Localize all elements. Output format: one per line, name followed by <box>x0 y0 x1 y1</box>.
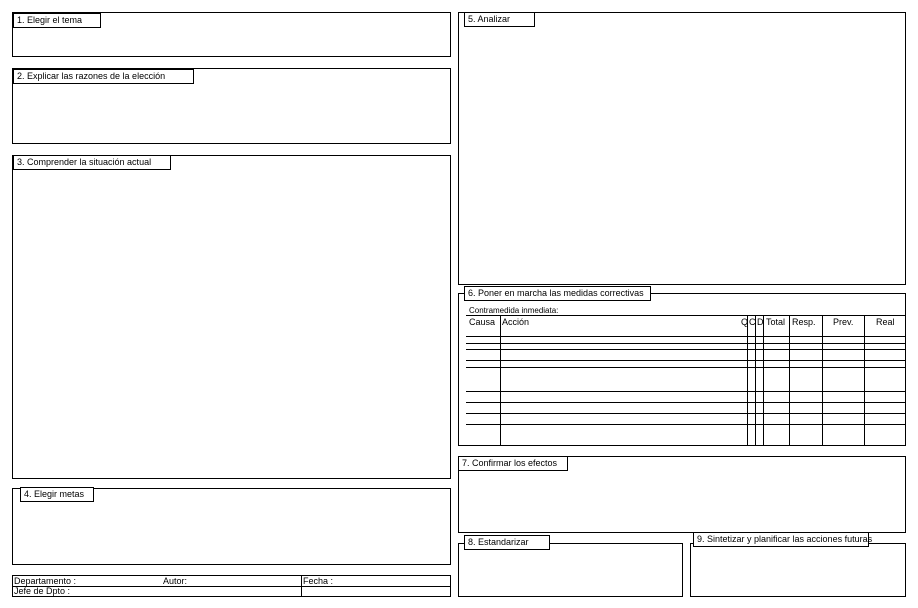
row-line-1 <box>466 336 906 337</box>
col-sep-5 <box>789 315 790 445</box>
col-header-accion: Acción <box>502 317 530 327</box>
jefe-label: Jefe de Dpto : <box>14 586 71 596</box>
col-sep-6 <box>822 315 823 445</box>
table-top-line <box>466 315 906 316</box>
col-sep-4 <box>763 315 764 445</box>
section-1-label: 1. Elegir el tema <box>13 13 101 28</box>
row-line-2 <box>466 343 906 344</box>
section-8-box <box>458 543 683 597</box>
row-line-3 <box>466 349 906 350</box>
section-9-label: 9. Sintetizar y planificar las acciones futuras <box>693 532 869 547</box>
section-5-box <box>458 12 906 285</box>
row-line-5 <box>466 367 906 368</box>
section-5-label: 5. Analizar <box>464 12 535 27</box>
footer-col-divider <box>301 575 302 597</box>
autor-label: Autor: <box>163 576 188 586</box>
row-line-6 <box>466 391 906 392</box>
section-9-box <box>690 543 906 597</box>
row-line-9 <box>466 424 906 425</box>
section-6-label: 6. Poner en marcha las medidas correctivas <box>464 286 651 301</box>
contramedida-subtitle: Contramedida inmediata: <box>469 306 559 315</box>
section-3-box <box>12 155 451 479</box>
section-4-label: 4. Elegir metas <box>20 487 94 502</box>
footer-row-divider <box>12 586 451 587</box>
col-header-total: Total <box>766 317 786 327</box>
col-sep-2 <box>747 315 748 445</box>
row-line-4 <box>466 360 906 361</box>
col-sep-7 <box>864 315 865 445</box>
col-sep-3 <box>755 315 756 445</box>
col-header-c: C <box>749 317 756 327</box>
section-2-label: 2. Explicar las razones de la elección <box>13 69 194 84</box>
col-header-real: Real <box>876 317 895 327</box>
measures-table <box>466 315 906 445</box>
section-3-label: 3. Comprender la situación actual <box>13 155 171 170</box>
col-header-prev: Prev. <box>833 317 854 327</box>
col-header-d: D <box>757 317 764 327</box>
col-header-resp: Resp. <box>792 317 816 327</box>
row-line-7 <box>466 402 906 403</box>
row-line-8 <box>466 413 906 414</box>
section-8-label: 8. Estandarizar <box>464 535 550 550</box>
departamento-label: Departamento : <box>14 576 77 586</box>
col-header-q: Q <box>741 317 749 327</box>
col-header-causa: Causa <box>469 317 496 327</box>
section-7-label: 7. Confirmar los efectos <box>458 456 568 471</box>
fecha-label: Fecha : <box>303 576 334 586</box>
col-sep-1 <box>500 315 501 445</box>
